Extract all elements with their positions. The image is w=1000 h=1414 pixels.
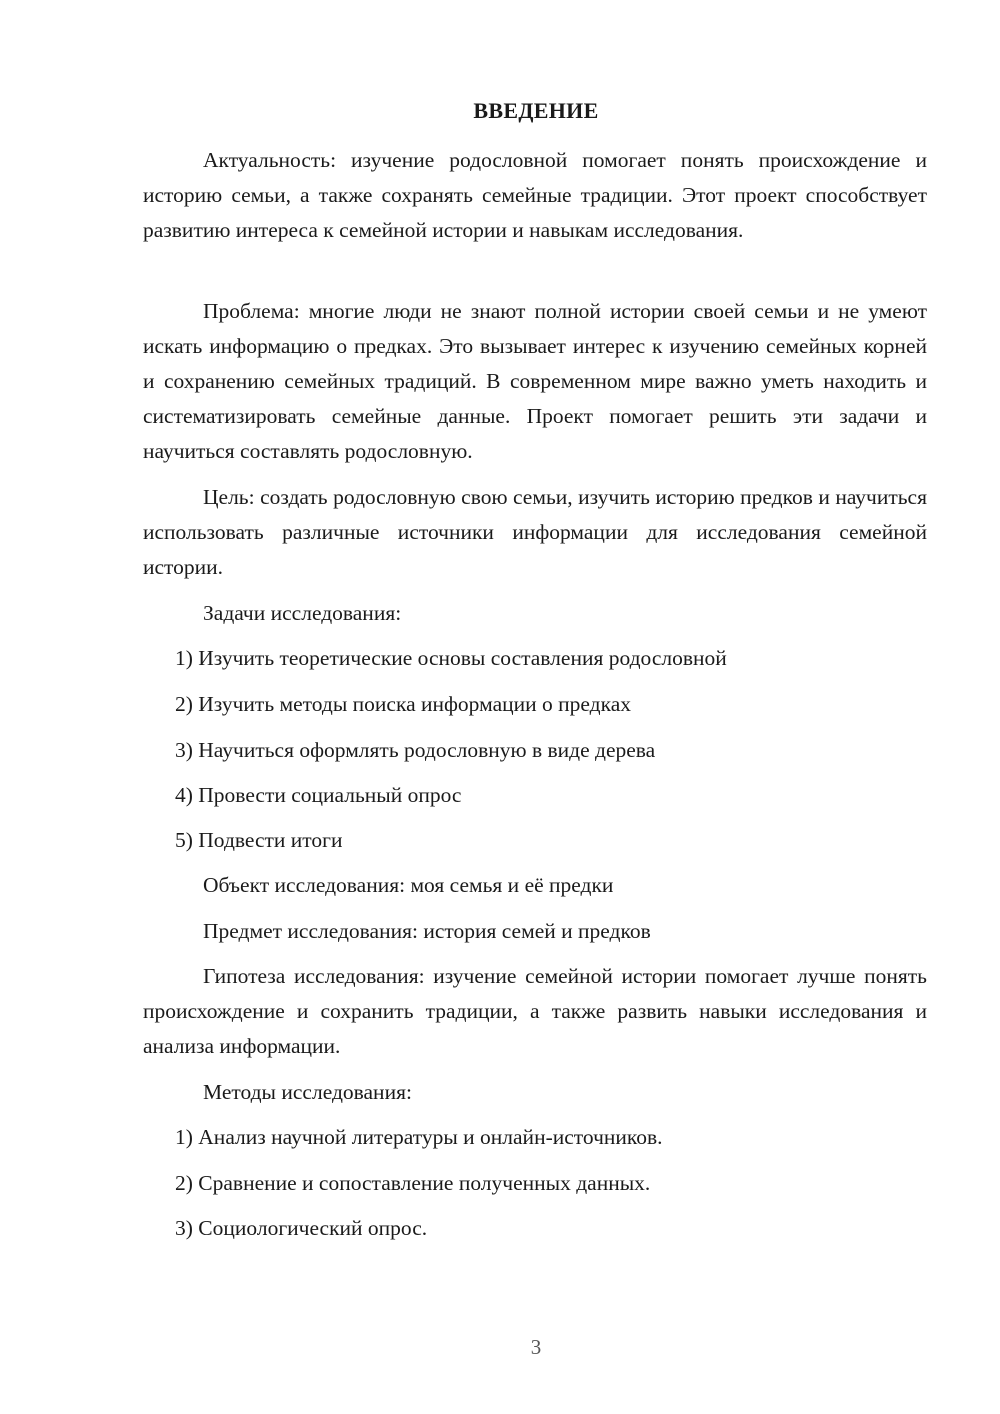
task-item: 3) Научиться оформлять родословную в виде дерева	[175, 738, 656, 762]
page-title: ВВЕДЕНИЕ	[473, 98, 599, 123]
method-item: 1) Анализ научной литературы и онлайн-источников.	[175, 1125, 663, 1149]
method-item: 2) Сравнение и сопоставление полученных данных.	[175, 1171, 651, 1195]
task-item: 4) Провести социальный опрос	[175, 783, 462, 807]
methods-heading: Методы исследования:	[203, 1080, 412, 1104]
hypothesis-paragraph: Гипотеза исследования: изучение семейной истории помогает лучше понять происхождение и сохранить традиции, а также развить навыки исследования и анализа информации.	[143, 964, 927, 1058]
research-subject: Предмет исследования: история семей и предков	[203, 919, 651, 943]
research-object: Объект исследования: моя семья и её предки	[203, 873, 614, 897]
goal-paragraph: Цель: создать родословную свою семьи, изучить историю предков и научиться использовать различные источники информации для исследования семейной истории.	[143, 485, 927, 579]
task-item: 5) Подвести итоги	[175, 828, 343, 852]
task-item: 2) Изучить методы поиска информации о предках	[175, 692, 631, 716]
relevance-paragraph: Актуальность: изучение родословной помогает понять происхождение и историю семьи, а также сохранять семейные традиции. Этот проект способствует развитию интереса к семейной истории и навыкам исследования.	[143, 148, 927, 242]
page-number: 3	[530, 1335, 542, 1359]
tasks-heading: Задачи исследования:	[203, 601, 402, 625]
method-item: 3) Социологический опрос.	[175, 1216, 428, 1240]
problem-paragraph: Проблема: многие люди не знают полной истории своей семьи и не умеют искать информацию о предках. Это вызывает интерес к изучению семейных корней и сохранению семейных традиций. В современном мире важно уметь находить и систематизировать семейные данные. Проект помогает решить эти задачи и научиться составлять родословную.	[143, 299, 927, 463]
task-item: 1) Изучить теоретические основы составления родословной	[175, 646, 727, 670]
